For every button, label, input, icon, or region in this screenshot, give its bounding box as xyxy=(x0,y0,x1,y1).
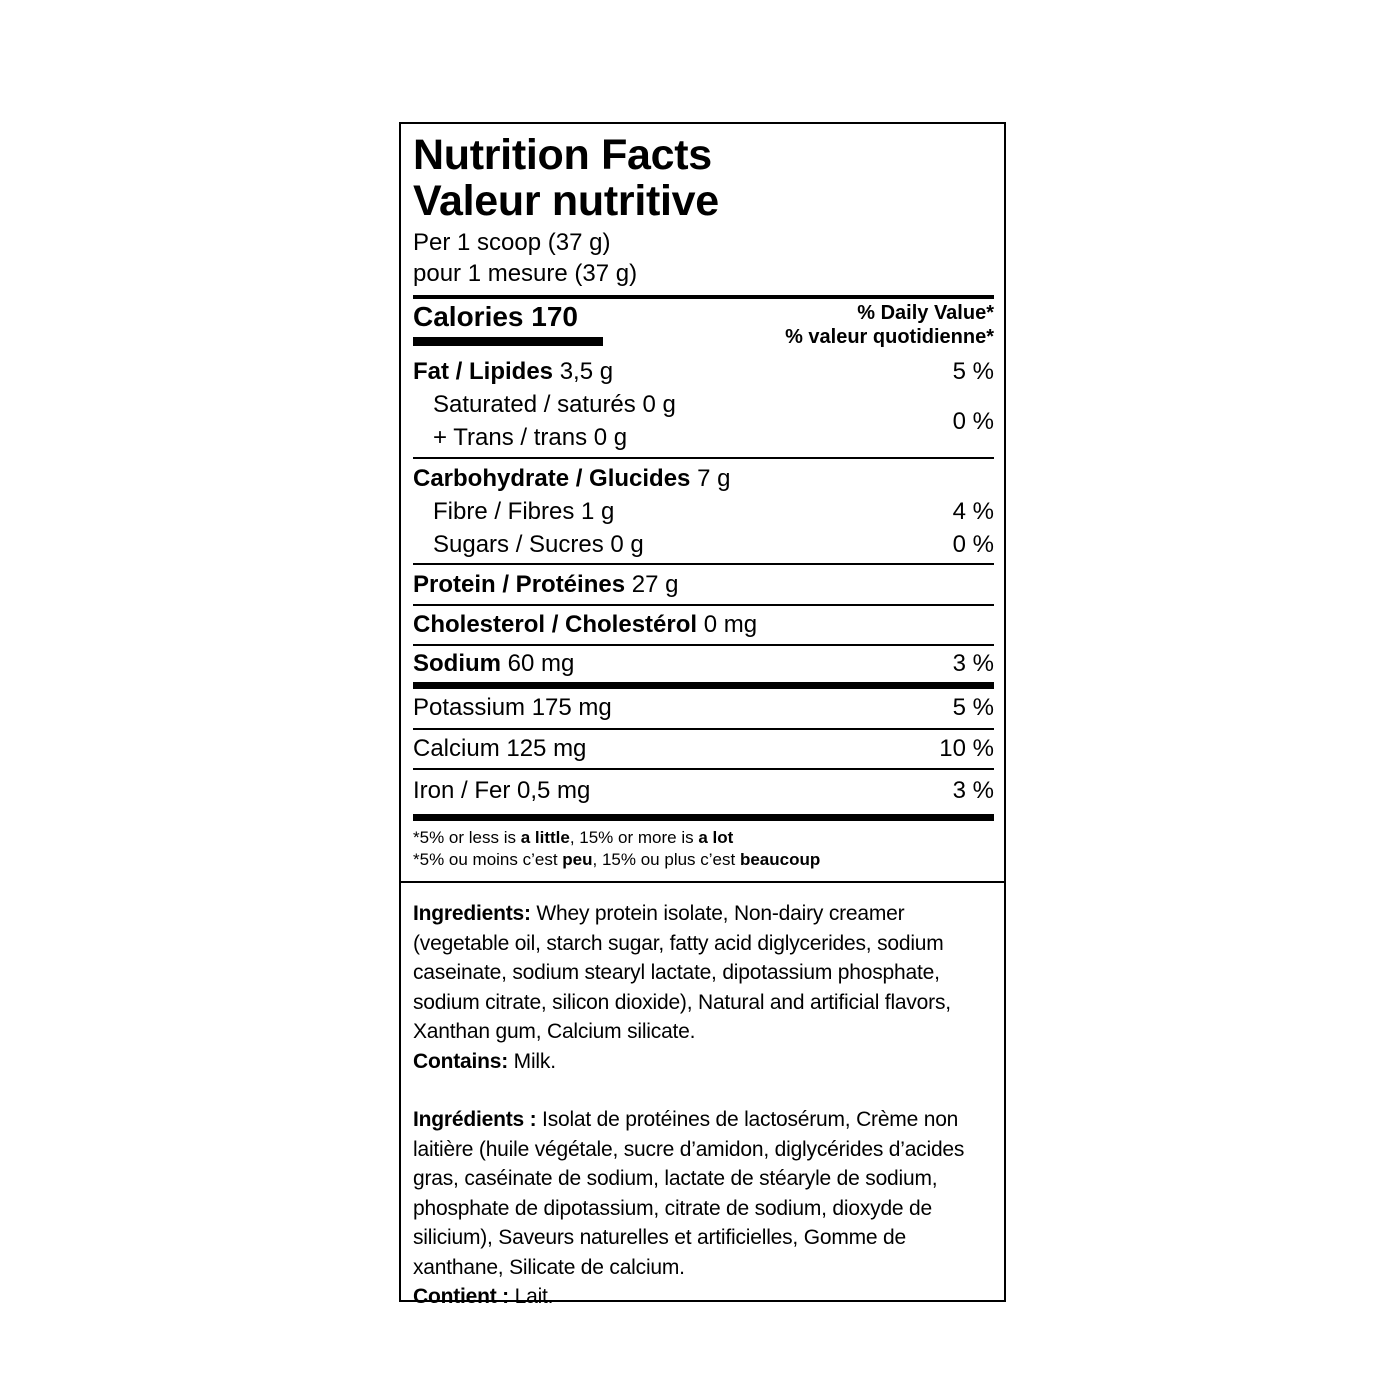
footnote-en-part: *5% or less is xyxy=(413,828,521,847)
ingredients-en xyxy=(413,899,992,1047)
footnote-en-bold: a lot xyxy=(698,828,734,847)
calories-text xyxy=(413,301,603,333)
footnote xyxy=(413,827,994,881)
ingredients-fr-text: Isolat de protéines de lactosérum, Crème non laitière (huile végétale, sucre d’amidon, diglycérides d’acides gras, caséinate de sodium, lactate de stéaryle de sodium, phosphate de dipotassium, citrate de sodium, dioxyde de silicium), Saveurs naturelles et artificielles, Gomme de xanthane, Silicate de calcium. xyxy=(413,1108,965,1279)
fat-row xyxy=(413,355,994,388)
sat-trans-group xyxy=(413,388,994,454)
contains-en-text: Milk. xyxy=(508,1049,556,1073)
calcium-row xyxy=(413,730,994,767)
calories-label: Calories xyxy=(413,301,524,332)
fibre-label: Fibre / Fibres 1 g xyxy=(433,498,615,525)
footnote-en-bold: a little xyxy=(520,828,570,847)
potassium-pct: 5 % xyxy=(952,694,994,721)
divider-thick xyxy=(413,295,994,299)
divider-medium xyxy=(413,682,994,689)
dv-en: % Daily Value* xyxy=(857,302,994,324)
divider-thin xyxy=(413,604,994,606)
calories-underline xyxy=(413,337,603,346)
sodium-pct: 3 % xyxy=(952,650,994,677)
iron-label: Iron / Fer 0,5 mg xyxy=(413,777,591,804)
sugars-row xyxy=(413,528,994,561)
iron-pct: 3 % xyxy=(952,777,994,804)
cholesterol-row xyxy=(413,607,994,643)
ingredients-en-text: Whey protein isolate, Non-dairy creamer (vegetable oil, starch sugar, fatty acid diglycerides, sodium caseinate, sodium stearyl lactate, dipotassium phosphate, sodium citrate, silicon dioxide), Natural and artificial flavors, Xanthan gum, Calcium silicate. xyxy=(413,902,951,1043)
serving-size-fr: pour 1 mesure (37 g) xyxy=(413,260,638,287)
carb-row xyxy=(413,462,994,495)
ingredients-en-heading: Ingredients: xyxy=(413,902,531,925)
calcium-pct: 10 % xyxy=(939,735,994,762)
footnote-en-part: , 15% or more is xyxy=(569,828,699,847)
protein-label: Protein / Protéines xyxy=(413,571,626,598)
cholesterol-amount: 0 mg xyxy=(703,611,758,638)
protein-amount: 27 g xyxy=(631,571,679,598)
calories-value: 170 xyxy=(531,301,578,332)
sugars-label: Sugars / Sucres 0 g xyxy=(433,531,644,558)
potassium-label: Potassium 175 mg xyxy=(413,694,612,721)
title-en: Nutrition Facts xyxy=(413,131,712,179)
footnote-fr-part: *5% ou moins c’est xyxy=(413,850,563,869)
ingredients-panel xyxy=(401,883,1004,1312)
serving-size-en: Per 1 scoop (37 g) xyxy=(413,229,611,256)
fat-pct: 5 % xyxy=(952,358,994,385)
title-fr: Valeur nutritive xyxy=(413,177,719,225)
footnote-fr xyxy=(413,849,994,871)
carb-amount: 7 g xyxy=(697,465,731,492)
footnote-en xyxy=(413,827,994,849)
footnote-fr-bold: peu xyxy=(562,850,593,869)
contains-en-heading: Contains: xyxy=(413,1049,509,1073)
fibre-row xyxy=(413,495,994,528)
contains-fr xyxy=(413,1282,992,1312)
ingredients-fr-heading: Ingrédients : xyxy=(413,1108,537,1131)
fat-amount: 3,5 g xyxy=(559,358,614,385)
sat-trans-pct: 0 % xyxy=(952,407,994,435)
trans-row: + Trans / trans 0 g xyxy=(433,424,628,451)
iron-row xyxy=(413,770,994,812)
calories-row xyxy=(413,301,994,353)
divider-thin xyxy=(413,457,994,459)
contains-fr-text: Lait. xyxy=(508,1285,554,1308)
nutrition-facts-panel xyxy=(401,124,1004,881)
divider-medium xyxy=(413,814,994,821)
sodium-row xyxy=(413,646,994,681)
cholesterol-label: Cholesterol / Cholestérol xyxy=(413,611,698,638)
fat-label: Fat / Lipides xyxy=(413,358,554,385)
calcium-label: Calcium 125 mg xyxy=(413,735,587,762)
contains-fr-heading: Contient : xyxy=(413,1285,509,1308)
sugars-pct: 0 % xyxy=(952,531,994,558)
contains-en xyxy=(413,1047,992,1077)
potassium-row xyxy=(413,689,994,727)
ingredients-fr xyxy=(413,1105,992,1282)
saturated-row: Saturated / saturés 0 g xyxy=(433,391,676,418)
protein-row xyxy=(413,567,994,603)
nutrition-label xyxy=(399,122,1006,1308)
divider-thin xyxy=(413,563,994,565)
carb-label: Carbohydrate / Glucides xyxy=(413,465,691,492)
footnote-fr-part: , 15% ou plus c’est xyxy=(592,850,740,869)
dv-fr: % valeur quotidienne* xyxy=(785,326,994,348)
fibre-pct: 4 % xyxy=(952,498,994,525)
daily-value-header xyxy=(785,301,994,349)
sodium-amount: 60 mg xyxy=(507,650,575,677)
spacer xyxy=(413,1076,992,1105)
footnote-fr-bold: beaucoup xyxy=(739,850,821,869)
sodium-label: Sodium xyxy=(413,650,501,677)
